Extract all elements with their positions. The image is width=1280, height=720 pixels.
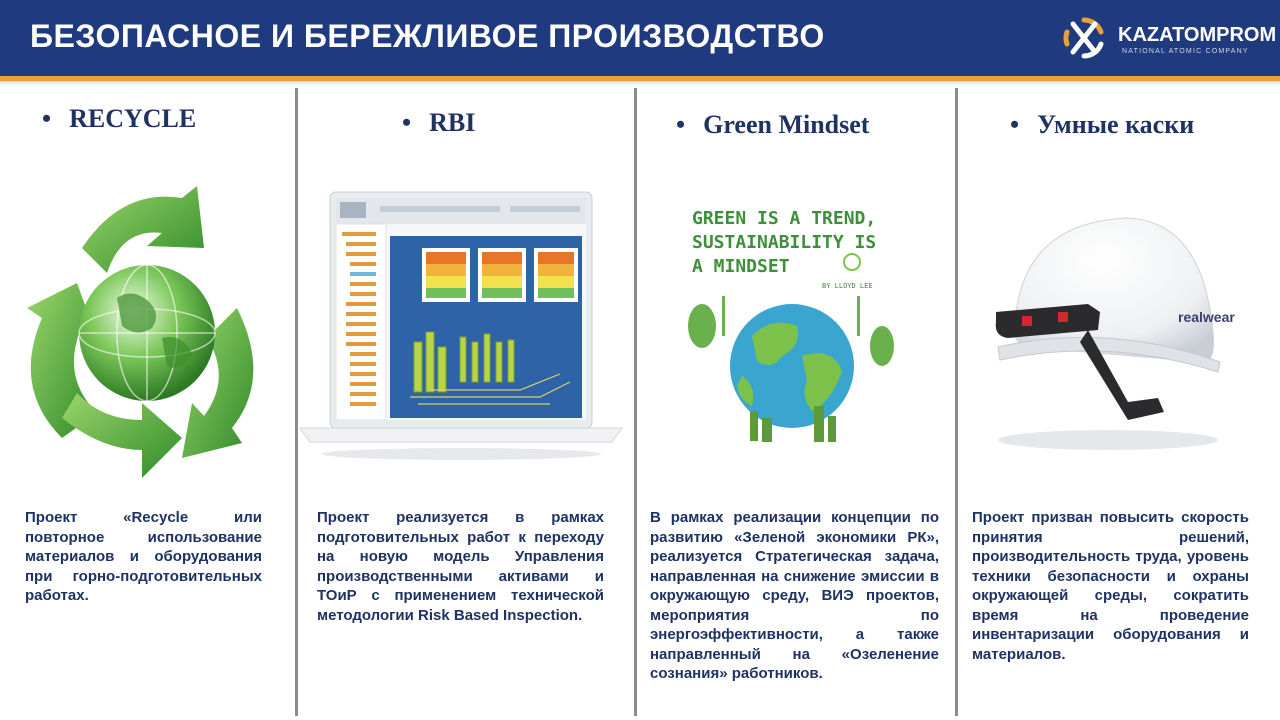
company-logo [1060, 14, 1277, 64]
poster-line-1: GREEN IS A TREND, [692, 208, 877, 229]
column-heading-rbi: • RBI [402, 108, 476, 137]
column-description-green-mindset: В рамках реализации концепции по развитию «Зеленой экономики РК», реализуется Стратегическая задача, направленная на снижение эмиссии в окружающую среду, ВИЭ проектов, мероприятия по энергоэффективности, а также направленный на «Озеленение сознания» работников. [650, 509, 939, 682]
poster-line-3: A MINDSET [692, 256, 790, 277]
page-title: БЕЗОПАСНОЕ И БЕРЕЖЛИВОЕ ПРОИЗВОДСТВО [30, 18, 825, 54]
helmet-brand: realwear [1178, 309, 1235, 325]
logo-subtitle: NATIONAL ATOMIC COMPANY [1122, 48, 1249, 55]
recycle-globe-icon [22, 188, 272, 478]
column-divider [955, 88, 958, 716]
column-divider [295, 88, 298, 716]
column-description-recycle: Проект «Recycle или повторное использование материалов и оборудования при горно-подготовительных работах. [25, 509, 262, 604]
column-description-smart-helmets: Проект призван повысить скорость принятия решений, производительность труда, уровень техники безопасности и охраны окружающей среды, сократить время на проведение инвентаризации оборудования и материалов. [972, 509, 1249, 663]
green-earth-icon [682, 196, 896, 450]
column-heading-recycle: • RECYCLE [42, 104, 197, 133]
header-shadow [0, 81, 1280, 85]
kazatomprom-logo-icon [1060, 14, 1108, 62]
column-divider [634, 88, 637, 716]
column-description-rbi: Проект реализуется в рамках подготовительных работ к переходу на новую модель Управления производственными активами и ТОиР с применением технической методологии Risk Based Inspection. [317, 509, 604, 624]
header-bar [0, 0, 1280, 76]
poster-author: BY LLOYD LEE [822, 282, 873, 290]
column-heading-green-mindset: • Green Mindset [676, 110, 870, 139]
smart-helmet-icon [988, 212, 1235, 462]
column-heading-smart-helmets: • Умные каски [1010, 110, 1195, 139]
logo-name: KAZATOMPROM [1118, 24, 1277, 46]
poster-line-2: SUSTAINABILITY IS [692, 232, 877, 253]
laptop-software-icon [300, 192, 622, 462]
